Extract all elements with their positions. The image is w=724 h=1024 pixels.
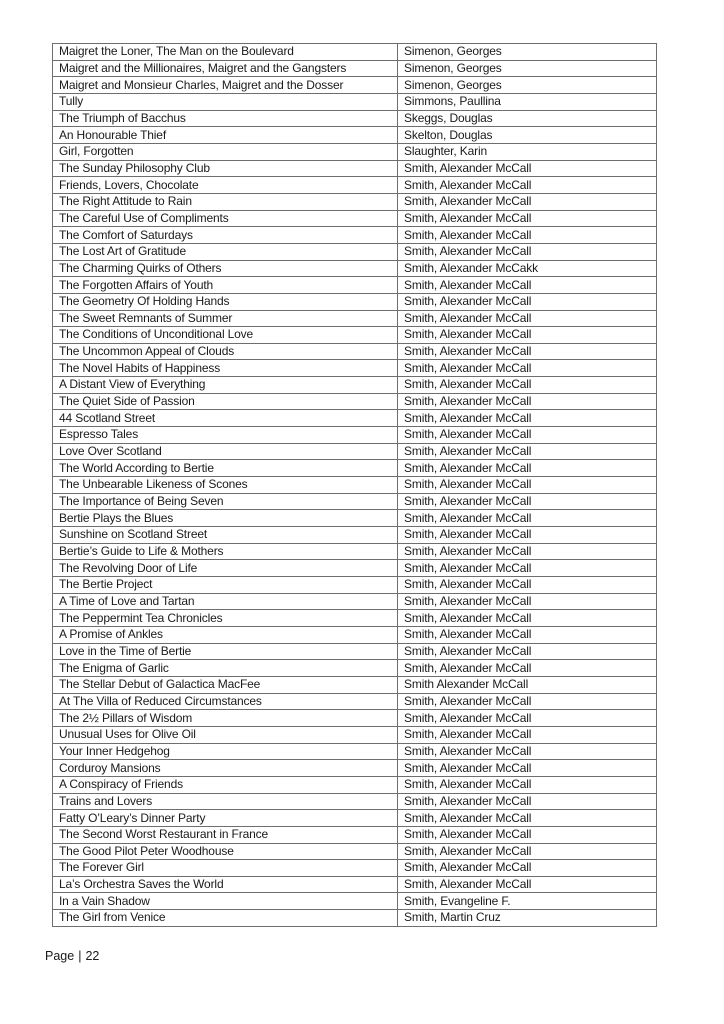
book-author-cell: Smith, Alexander McCall [398,876,657,893]
table-row [53,726,657,743]
book-title-cell: Fatty O’Leary’s Dinner Party [53,810,398,827]
book-author-cell: Smith Alexander McCall [398,676,657,693]
book-title-cell: The Peppermint Tea Chronicles [53,610,398,627]
table-row [53,760,657,777]
book-title-cell: Love in the Time of Bertie [53,643,398,660]
book-author-cell: Smith, Alexander McCall [398,693,657,710]
page-separator: | [78,949,82,963]
table-row [53,626,657,643]
book-title-cell: The World According to Bertie [53,460,398,477]
table-row [53,660,657,677]
book-author-cell: Smith, Alexander McCall [398,443,657,460]
table-row [53,327,657,344]
table-row [53,410,657,427]
book-title-cell: The Geometry Of Holding Hands [53,293,398,310]
book-author-cell: Smith, Evangeline F. [398,893,657,910]
book-author-cell: Smith, Alexander McCall [398,493,657,510]
table-row [53,243,657,260]
table-row [53,360,657,377]
book-author-cell: Smith, Alexander McCall [398,160,657,177]
table-row [53,676,657,693]
book-title-cell: The Sweet Remnants of Summer [53,310,398,327]
table-row [53,110,657,127]
table-row [53,427,657,444]
book-title-cell: Love Over Scotland [53,443,398,460]
table-row [53,793,657,810]
page-number: 22 [85,949,100,963]
book-title-cell: The Lost Art of Gratitude [53,243,398,260]
book-title-cell: Trains and Lovers [53,793,398,810]
table-row [53,710,657,727]
book-title-cell: The Conditions of Unconditional Love [53,327,398,344]
book-title-cell: The Unbearable Likeness of Scones [53,477,398,494]
book-author-cell: Smith, Alexander McCall [398,293,657,310]
book-title-cell: The Charming Quirks of Others [53,260,398,277]
book-title-cell: 44 Scotland Street [53,410,398,427]
book-author-cell: Smith, Alexander McCall [398,177,657,194]
book-title-cell: The Sunday Philosophy Club [53,160,398,177]
book-author-cell: Smith, Alexander McCall [398,277,657,294]
table-row [53,910,657,927]
book-title-cell: The Forgotten Affairs of Youth [53,277,398,294]
book-title-cell: Your Inner Hedgehog [53,743,398,760]
book-author-cell: Smith, Alexander McCall [398,427,657,444]
book-title-cell: The Stellar Debut of Galactica MacFee [53,676,398,693]
table-row [53,610,657,627]
book-list-body [53,44,657,927]
book-title-cell: The Triumph of Bacchus [53,110,398,127]
book-title-cell: At The Villa of Reduced Circumstances [53,693,398,710]
table-row [53,210,657,227]
book-author-cell: Smith, Alexander McCall [398,310,657,327]
table-row [53,643,657,660]
table-row [53,277,657,294]
book-title-cell: The Importance of Being Seven [53,493,398,510]
book-author-cell: Smith, Alexander McCall [398,643,657,660]
table-row [53,460,657,477]
page-footer [45,949,99,963]
book-author-cell: Smith, Alexander McCall [398,810,657,827]
book-author-cell: Smith, Alexander McCall [398,227,657,244]
table-row [53,310,657,327]
book-author-cell: Smith, Alexander McCall [398,710,657,727]
book-title-cell: The Enigma of Garlic [53,660,398,677]
book-author-cell: Smith, Alexander McCall [398,760,657,777]
book-author-cell: Smith, Alexander McCall [398,626,657,643]
book-title-cell: The Right Attitude to Rain [53,193,398,210]
book-author-cell: Smith, Alexander McCall [398,527,657,544]
book-author-cell: Smith, Alexander McCall [398,860,657,877]
book-title-cell: An Honourable Thief [53,127,398,144]
table-row [53,60,657,77]
table-row [53,893,657,910]
book-title-cell: A Time of Love and Tartan [53,593,398,610]
table-row [53,393,657,410]
book-title-cell: Maigret and Monsieur Charles, Maigret and the Dosser [53,77,398,94]
table-row [53,593,657,610]
book-author-cell: Smith, Martin Cruz [398,910,657,927]
table-row [53,543,657,560]
table-row [53,44,657,61]
book-title-cell: A Conspiracy of Friends [53,776,398,793]
table-row [53,177,657,194]
book-title-cell: The Careful Use of Compliments [53,210,398,227]
book-title-cell: Espresso Tales [53,427,398,444]
table-row [53,527,657,544]
table-row [53,693,657,710]
book-title-cell: A Promise of Ankles [53,626,398,643]
book-author-cell: Smith, Alexander McCall [398,193,657,210]
table-row [53,776,657,793]
book-author-cell: Smith, Alexander McCall [398,393,657,410]
table-row [53,377,657,394]
book-author-cell: Smith, Alexander McCall [398,460,657,477]
book-author-cell: Simenon, Georges [398,44,657,61]
book-author-cell: Smith, Alexander McCall [398,360,657,377]
book-title-cell: The Quiet Side of Passion [53,393,398,410]
book-title-cell: Maigret the Loner, The Man on the Boulevard [53,44,398,61]
book-title-cell: The 2½ Pillars of Wisdom [53,710,398,727]
table-row [53,843,657,860]
book-author-cell: Simmons, Paullina [398,93,657,110]
book-title-cell: The Forever Girl [53,860,398,877]
table-row [53,560,657,577]
table-row [53,443,657,460]
book-author-cell: Smith, Alexander McCall [398,410,657,427]
book-author-cell: Simenon, Georges [398,77,657,94]
book-author-cell: Smith, Alexander McCall [398,543,657,560]
book-author-cell: Smith, Alexander McCall [398,793,657,810]
book-title-cell: Sunshine on Scotland Street [53,527,398,544]
book-author-cell: Smith, Alexander McCall [398,327,657,344]
book-author-cell: Smith, Alexander McCall [398,477,657,494]
table-row [53,343,657,360]
book-title-cell: The Good Pilot Peter Woodhouse [53,843,398,860]
table-row [53,227,657,244]
book-title-cell: The Revolving Door of Life [53,560,398,577]
book-author-cell: Smith, Alexander McCall [398,560,657,577]
book-author-cell: Smith, Alexander McCall [398,593,657,610]
table-row [53,160,657,177]
book-author-cell: Smith, Alexander McCall [398,343,657,360]
book-title-cell: In a Vain Shadow [53,893,398,910]
book-author-cell: Smith, Alexander McCall [398,610,657,627]
book-author-cell: Slaughter, Karin [398,143,657,160]
book-title-cell: The Second Worst Restaurant in France [53,826,398,843]
book-title-cell: Tully [53,93,398,110]
book-author-cell: Smith, Alexander McCall [398,776,657,793]
book-list-table [52,43,657,927]
book-author-cell: Smith, Alexander McCall [398,843,657,860]
table-row [53,260,657,277]
table-row [53,93,657,110]
book-title-cell: Maigret and the Millionaires, Maigret and the Gangsters [53,60,398,77]
book-title-cell: Unusual Uses for Olive Oil [53,726,398,743]
table-row [53,293,657,310]
book-title-cell: The Comfort of Saturdays [53,227,398,244]
table-row [53,477,657,494]
book-author-cell: Smith, Alexander McCall [398,826,657,843]
book-title-cell: The Bertie Project [53,577,398,594]
book-title-cell: Bertie’s Guide to Life & Mothers [53,543,398,560]
book-title-cell: La’s Orchestra Saves the World [53,876,398,893]
book-title-cell: Friends, Lovers, Chocolate [53,177,398,194]
page-label: Page [45,949,75,963]
book-author-cell: Smith, Alexander McCakk [398,260,657,277]
table-row [53,77,657,94]
book-author-cell: Skeggs, Douglas [398,110,657,127]
book-title-cell: Bertie Plays the Blues [53,510,398,527]
book-author-cell: Smith, Alexander McCall [398,243,657,260]
book-title-cell: Girl, Forgotten [53,143,398,160]
book-author-cell: Smith, Alexander McCall [398,377,657,394]
book-author-cell: Smith, Alexander McCall [398,660,657,677]
book-title-cell: The Uncommon Appeal of Clouds [53,343,398,360]
table-row [53,127,657,144]
book-author-cell: Smith, Alexander McCall [398,510,657,527]
book-title-cell: Corduroy Mansions [53,760,398,777]
table-row [53,493,657,510]
table-row [53,510,657,527]
book-title-cell: The Girl from Venice [53,910,398,927]
table-row [53,826,657,843]
book-title-cell: A Distant View of Everything [53,377,398,394]
book-author-cell: Simenon, Georges [398,60,657,77]
table-row [53,876,657,893]
book-author-cell: Smith, Alexander McCall [398,210,657,227]
table-row [53,577,657,594]
table-row [53,743,657,760]
table-row [53,810,657,827]
book-author-cell: Smith, Alexander McCall [398,743,657,760]
table-row [53,860,657,877]
book-author-cell: Smith, Alexander McCall [398,577,657,594]
table-row [53,193,657,210]
book-author-cell: Skelton, Douglas [398,127,657,144]
book-title-cell: The Novel Habits of Happiness [53,360,398,377]
book-author-cell: Smith, Alexander McCall [398,726,657,743]
table-row [53,143,657,160]
